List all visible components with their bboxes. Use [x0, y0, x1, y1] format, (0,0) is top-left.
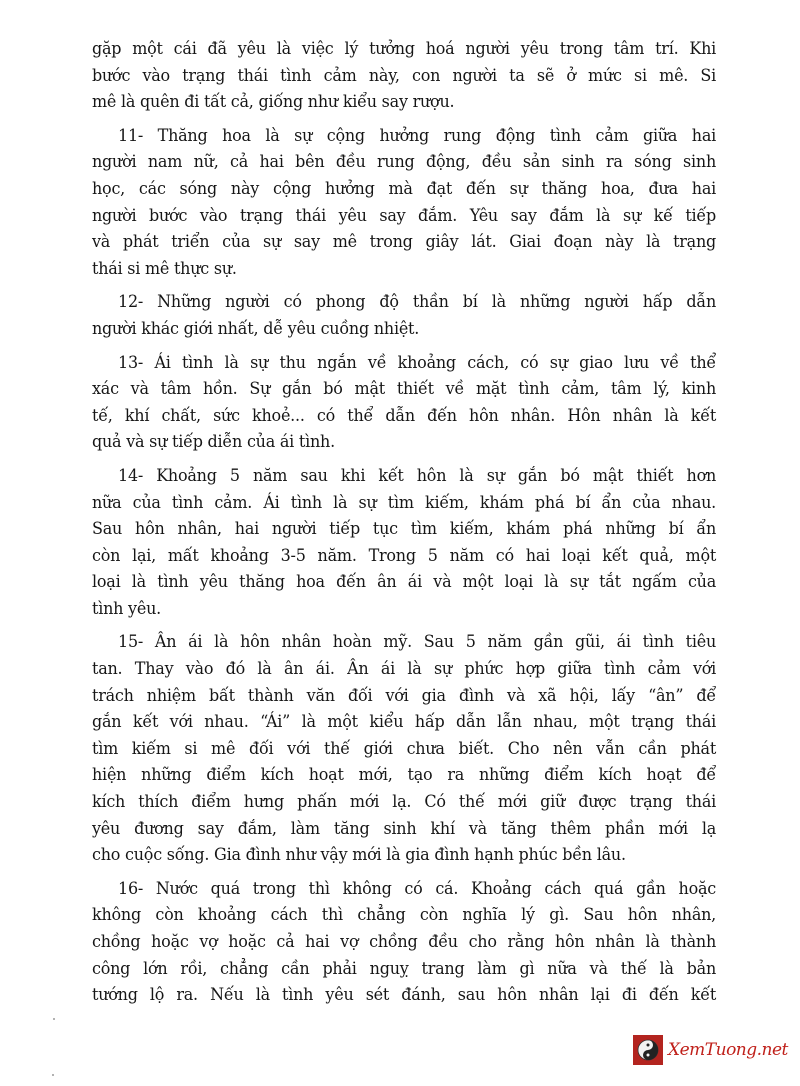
- text-line: 13- Ái tình là sự thu ngắn về khoảng cách, có sự giao lưu về thể: [118, 352, 717, 373]
- text-line: bước vào trạng thái tình cảm này, con người ta sẽ ở mức si mê. Si: [92, 65, 717, 86]
- text-line: Sau hôn nhân, hai người tiếp tục tìm kiếm, khám phá những bí ẩn: [92, 519, 717, 540]
- paragraph-13: [92, 350, 716, 456]
- text-line: 16- Nước quá trong thì không có cá. Khoảng cách quá gần hoặc: [118, 878, 717, 899]
- text-line: 14- Khoảng 5 năm sau khi kết hôn là sự gắn bó mật thiết hơn: [118, 465, 717, 486]
- text-line: chồng hoặc vợ hoặc cả hai vợ chồng đều cho rằng hôn nhân là thành: [92, 932, 717, 952]
- paragraph-15: [92, 629, 716, 868]
- scan-speck: [53, 1018, 55, 1020]
- text-line: kích thích điểm hưng phấn mới lạ. Có thế mới giữ được trạng thái: [92, 792, 717, 813]
- text-line: mê là quên đi tất cả, giống như kiểu say rượu.: [92, 92, 455, 113]
- text-line: 11- Thăng hoa là sự cộng hưởng rung động tình cảm giữa hai: [118, 125, 717, 146]
- text-line: tế, khí chất, sức khoẻ... có thể dẫn đến hôn nhân. Hôn nhân là kết: [92, 405, 717, 426]
- paragraph-11: [92, 123, 716, 283]
- watermark-text: XemTuong.net: [668, 1040, 788, 1060]
- text-line: không còn khoảng cách thì chẳng còn nghĩa lý gì. Sau hôn nhân,: [92, 905, 717, 926]
- text-line: tìm kiếm si mê đối với thế giới chưa biết. Cho nên vẫn cần phát: [92, 738, 717, 759]
- yin-yang-icon: [633, 1035, 663, 1065]
- text-line: thái si mê thực sự.: [92, 258, 237, 279]
- text-line: người nam nữ, cả hai bên đều rung động, đều sản sinh ra sóng sinh: [92, 152, 717, 173]
- text-line: tướng lộ ra. Nếu là tình yêu sét đánh, sau hôn nhân lại đi đến kết: [92, 985, 717, 1006]
- text-line: yêu đương say đắm, làm tăng sinh khí và tăng thêm phần mới lạ: [92, 818, 717, 839]
- text-line: xác và tâm hồn. Sự gắn bó mật thiết về mặt tình cảm, tâm lý, kinh: [92, 379, 717, 400]
- text-line: quả và sự tiếp diễn của ái tình.: [92, 432, 335, 453]
- watermark-logo: [633, 1033, 793, 1067]
- text-line: người khác giới nhất, dễ yêu cuồng nhiệt.: [92, 318, 420, 339]
- text-line: hiện những điểm kích hoạt mới, tạo ra những điểm kích hoạt để: [92, 765, 717, 786]
- text-line: nữa của tình cảm. Ái tình là sự tìm kiếm, khám phá bí ẩn của nhau.: [92, 492, 717, 513]
- text-line: cho cuộc sống. Gia đình như vậy mới là gia đình hạnh phúc bền lâu.: [92, 845, 626, 866]
- text-line: tan. Thay vào đó là ân ái. Ân ái là sự phức hợp giữa tình cảm với: [92, 659, 717, 680]
- book-page: [92, 36, 716, 1016]
- text-line: 15- Ân ái là hôn nhân hoàn mỹ. Sau 5 năm gần gũi, ái tình tiêu: [118, 632, 717, 653]
- paragraph-continuation: [92, 36, 716, 116]
- text-line: còn lại, mất khoảng 3-5 năm. Trong 5 năm có hai loại kết quả, một: [92, 545, 717, 566]
- text-line: học, các sóng này cộng hưởng mà đạt đến sự thăng hoa, đưa hai: [92, 178, 717, 199]
- text-line: gặp một cái đã yêu là việc lý tưởng hoá người yêu trong tâm trí. Khi: [92, 39, 717, 59]
- text-line: 12- Những người có phong độ thần bí là những người hấp dẫn: [118, 292, 717, 313]
- text-line: người bước vào trạng thái yêu say đắm. Yêu say đắm là sự kế tiếp: [92, 205, 717, 226]
- text-line: trách nhiệm bất thành văn đối với gia đình và xã hội, lấy “ân” để: [92, 685, 717, 706]
- text-line: tình yêu.: [92, 598, 161, 619]
- paragraph-16: [92, 876, 716, 1009]
- text-line: loại là tình yêu thăng hoa đến ân ái và một loại là sự tắt ngấm của: [92, 572, 717, 593]
- paragraph-14: [92, 463, 716, 623]
- text-line: công lớn rồi, chẳng cần phải nguỵ trang làm gì nữa và thế là bản: [92, 958, 717, 979]
- text-line: và phát triển của sự say mê trong giây lát. Giai đoạn này là trạng: [92, 232, 717, 253]
- paragraph-12: [92, 289, 716, 342]
- text-line: gắn kết với nhau. “Ái” là một kiểu hấp dẫn lẫn nhau, một trạng thái: [92, 712, 717, 733]
- scan-speck: [52, 1074, 54, 1076]
